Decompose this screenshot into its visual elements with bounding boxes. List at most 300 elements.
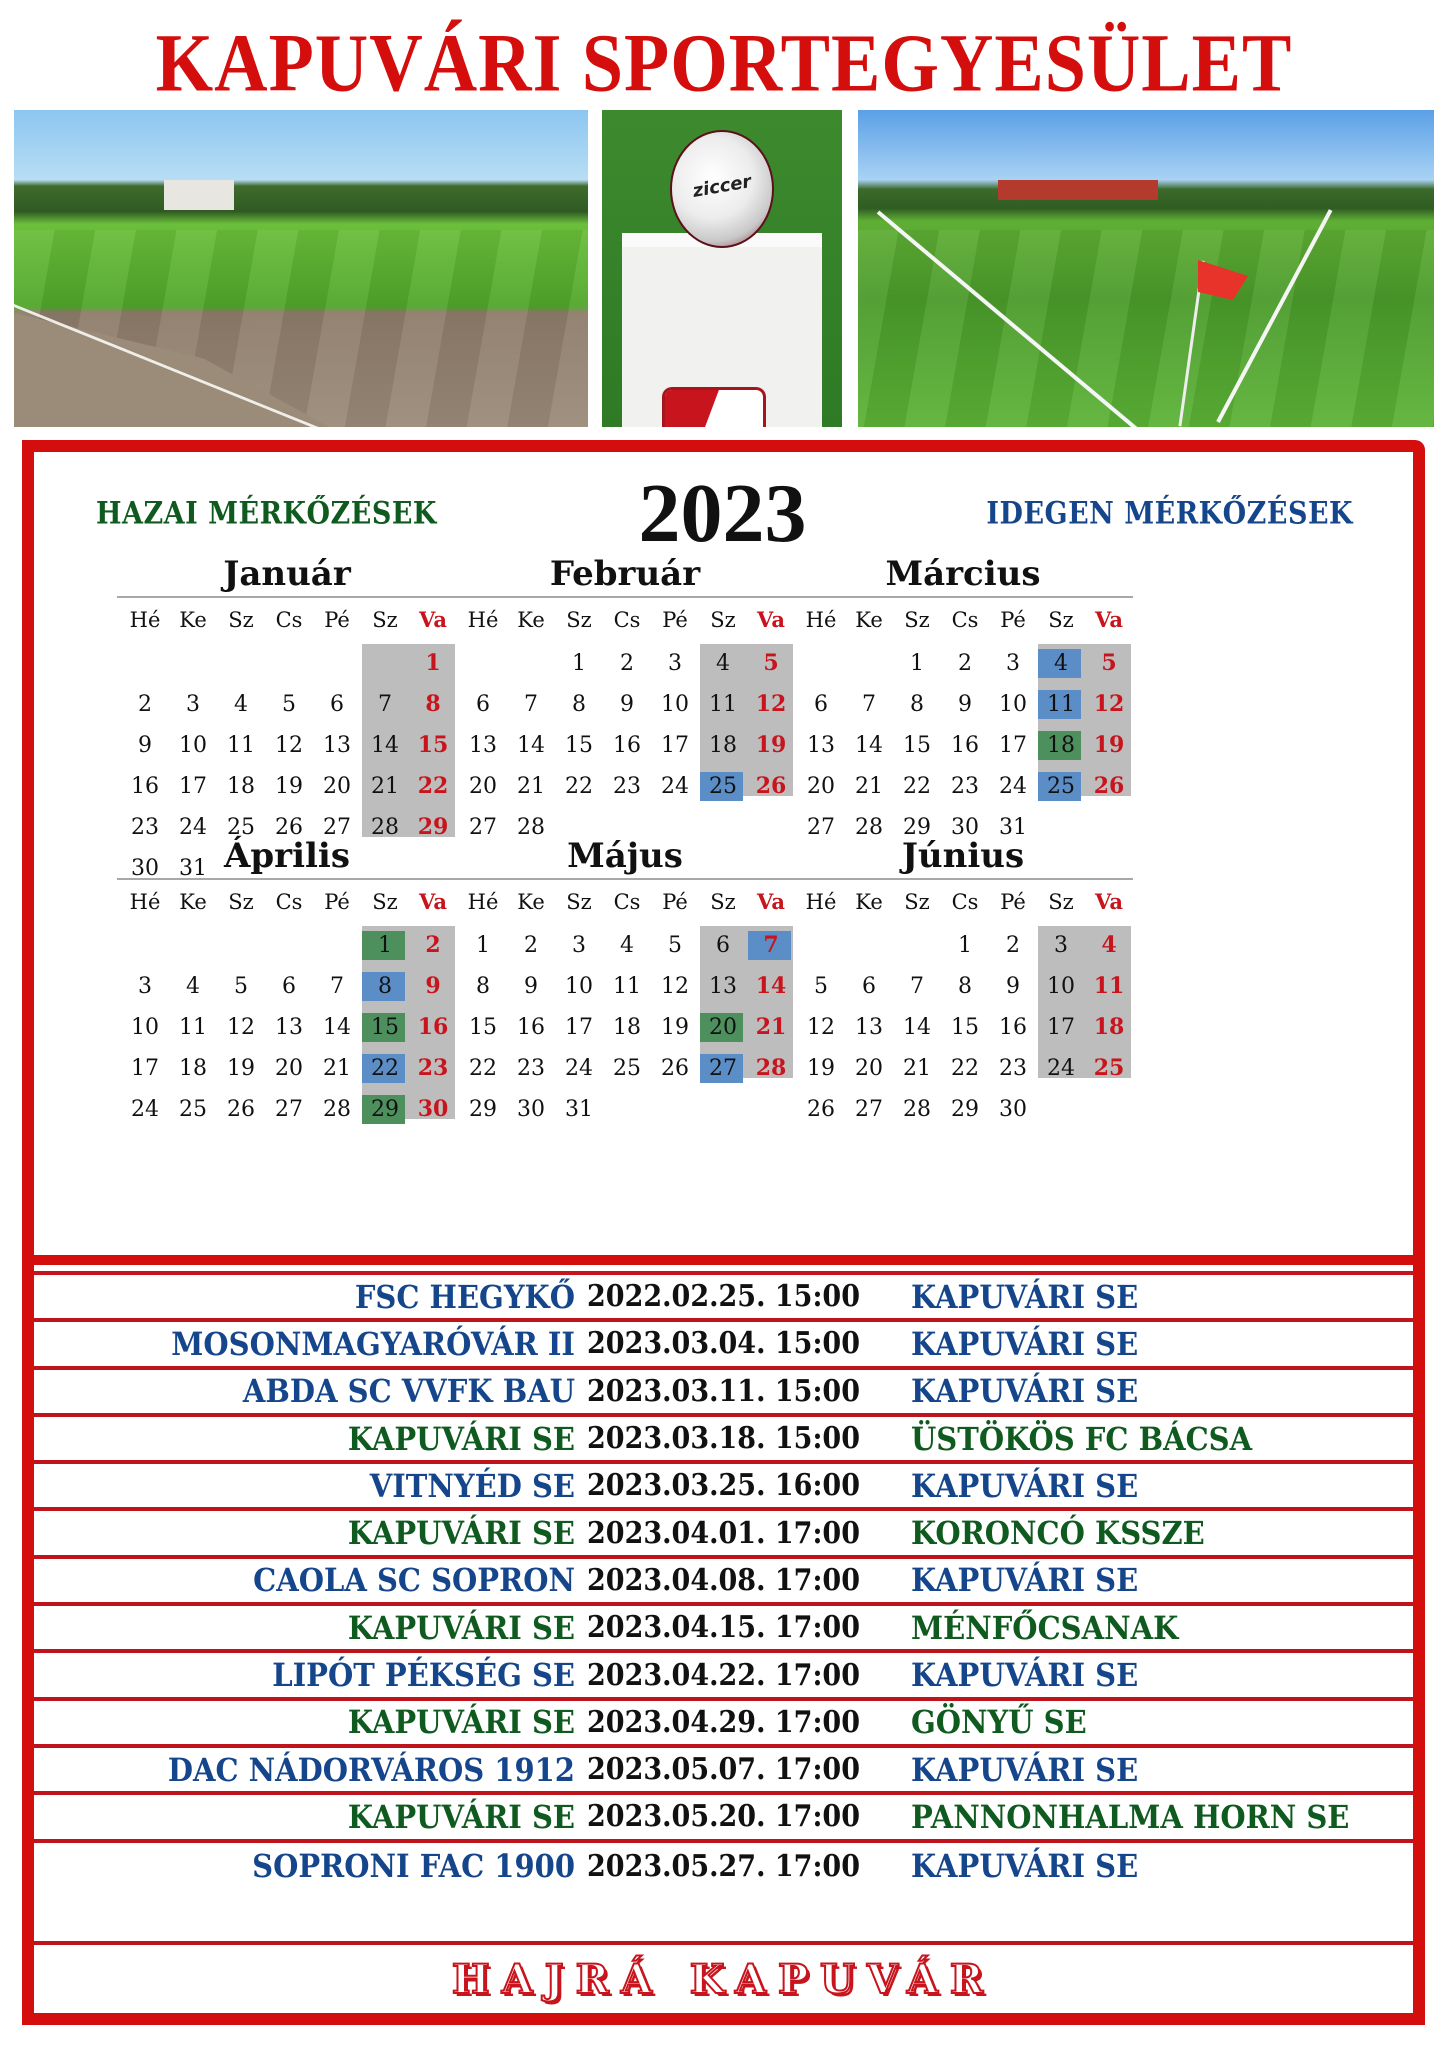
calendar-day: 12 bbox=[807, 1015, 835, 1040]
calendar-day: 8 bbox=[361, 966, 409, 1007]
fixture-row bbox=[34, 1275, 1413, 1322]
calendar-day: 21 bbox=[755, 1014, 787, 1040]
calendar-day: 30 bbox=[999, 1097, 1027, 1122]
calendar-day: 30 bbox=[517, 1097, 545, 1122]
calendar-day: 13 bbox=[855, 1015, 883, 1040]
calendar-day: 2 bbox=[138, 692, 152, 717]
calendar-day: 6 bbox=[862, 974, 876, 999]
calendar-day: 27 bbox=[699, 1048, 747, 1089]
calendar-day: 3 bbox=[1054, 933, 1068, 958]
calendar-day: 11 bbox=[613, 974, 641, 999]
calendar-day: 9 bbox=[958, 692, 972, 717]
calendar-day: 30 bbox=[951, 815, 979, 840]
match-datetime: 2023.04.01. 17:00 bbox=[587, 1516, 861, 1551]
calendar-day: 10 bbox=[1047, 974, 1075, 999]
weekday-header: Va bbox=[1095, 607, 1123, 632]
weekday-header: Sz bbox=[566, 608, 592, 632]
calendar-day: 2 bbox=[1006, 933, 1020, 958]
day-grid bbox=[459, 884, 795, 1130]
weekday-header: Cs bbox=[613, 890, 641, 914]
calendar-day: 18 bbox=[1093, 1014, 1125, 1040]
home-matches-legend: HAZAI MÉRKŐZÉSEK bbox=[96, 496, 437, 532]
fixture-row bbox=[34, 1511, 1413, 1558]
calendar-day: 21 bbox=[855, 774, 883, 799]
weekday-header: Hé bbox=[129, 890, 161, 914]
calendar-day: 10 bbox=[131, 1015, 159, 1040]
day-grid bbox=[121, 602, 457, 889]
calendar-day: 16 bbox=[131, 774, 159, 799]
calendar-day: 25 bbox=[699, 766, 747, 807]
calendar-day: 5 bbox=[282, 692, 296, 717]
calendar-day: 14 bbox=[855, 733, 883, 758]
away-team: KAPUVÁRI SE bbox=[911, 1372, 1139, 1410]
calendar-day: 9 bbox=[1006, 974, 1020, 999]
weekday-header: Hé bbox=[467, 608, 499, 632]
month-rule bbox=[793, 878, 1133, 880]
calendar-day: 3 bbox=[1006, 651, 1020, 676]
building-shape bbox=[164, 180, 234, 210]
calendar-day: 24 bbox=[1047, 1056, 1075, 1081]
month-calendar bbox=[117, 552, 457, 889]
calendar-day: 8 bbox=[910, 692, 924, 717]
calendar-day: 25 bbox=[1037, 766, 1085, 807]
calendar-day: 19 bbox=[661, 1015, 689, 1040]
calendar-day: 23 bbox=[613, 774, 641, 799]
weekday-header: Ke bbox=[855, 890, 883, 914]
weekday-header: Hé bbox=[467, 890, 499, 914]
calendar-day: 14 bbox=[755, 973, 787, 999]
calendar-day: 13 bbox=[709, 974, 737, 999]
calendar-day: 25 bbox=[1093, 1055, 1125, 1081]
away-team: KAPUVÁRI SE bbox=[911, 1467, 1139, 1505]
calendar-day: 22 bbox=[903, 774, 931, 799]
calendar-day: 18 bbox=[613, 1015, 641, 1040]
away-team: KAPUVÁRI SE bbox=[911, 1750, 1139, 1789]
weekday-header: Sz bbox=[1048, 890, 1074, 914]
calendar-day: 13 bbox=[275, 1015, 303, 1040]
calendar-day: 13 bbox=[807, 733, 835, 758]
calendar-day: 3 bbox=[668, 651, 682, 676]
calendar-day: 22 bbox=[951, 1056, 979, 1081]
month-rule bbox=[455, 596, 795, 598]
match-datetime: 2023.03.18. 15:00 bbox=[587, 1421, 861, 1456]
match-datetime: 2023.03.04. 15:00 bbox=[587, 1326, 861, 1361]
calendar-day: 17 bbox=[131, 1056, 159, 1081]
calendar-day: 13 bbox=[469, 733, 497, 758]
weekday-header: Pé bbox=[662, 608, 688, 632]
calendar-day: 14 bbox=[903, 1015, 931, 1040]
match-datetime: 2023.03.11. 15:00 bbox=[587, 1374, 861, 1409]
weekday-header: Cs bbox=[951, 608, 979, 632]
calendar-day: 20 bbox=[275, 1056, 303, 1081]
match-datetime: 2023.03.25. 16:00 bbox=[587, 1468, 861, 1503]
calendar-day: 7 bbox=[910, 974, 924, 999]
calendar-day: 1 bbox=[476, 933, 490, 958]
day-grid bbox=[797, 884, 1133, 1130]
calendar-day: 7 bbox=[524, 692, 538, 717]
calendar-day: 22 bbox=[417, 773, 449, 799]
calendar-day: 16 bbox=[417, 1014, 449, 1040]
weekday-header: Ke bbox=[517, 890, 545, 914]
calendar-day: 19 bbox=[807, 1056, 835, 1081]
home-team: CAOLA SC SOPRON bbox=[253, 1561, 575, 1600]
weekday-header: Cs bbox=[275, 890, 303, 914]
home-team: LIPÓT PÉKSÉG SE bbox=[272, 1656, 575, 1694]
calendar-day: 22 bbox=[469, 1056, 497, 1081]
fixture-list bbox=[34, 1275, 1413, 1890]
weekday-header: Va bbox=[757, 607, 785, 632]
calendar-day: 25 bbox=[613, 1056, 641, 1081]
calendar-day: 17 bbox=[179, 774, 207, 799]
calendar-day: 9 bbox=[620, 692, 634, 717]
calendar-day: 7 bbox=[862, 692, 876, 717]
month-name: Május bbox=[567, 836, 683, 876]
calendar-day: 1 bbox=[910, 651, 924, 676]
calendar-day: 31 bbox=[179, 856, 207, 881]
fixture-row bbox=[34, 1748, 1413, 1795]
match-datetime: 2023.05.27. 17:00 bbox=[587, 1849, 861, 1884]
weekday-header: Sz bbox=[710, 890, 736, 914]
calendar-day: 23 bbox=[131, 815, 159, 840]
calendar-day: 9 bbox=[425, 973, 441, 999]
slogan: HAJRÁ KAPUVÁR bbox=[451, 1955, 996, 2003]
calendar-day: 20 bbox=[323, 774, 351, 799]
weekday-header: Ke bbox=[517, 608, 545, 632]
calendar-day: 18 bbox=[1037, 725, 1085, 766]
calendar-day: 11 bbox=[179, 1015, 207, 1040]
calendar-day: 11 bbox=[227, 733, 255, 758]
calendar-day: 8 bbox=[476, 974, 490, 999]
weekday-header: Sz bbox=[904, 890, 930, 914]
match-datetime: 2023.04.22. 17:00 bbox=[587, 1657, 861, 1693]
calendar-day: 26 bbox=[227, 1097, 255, 1122]
calendar-day: 25 bbox=[179, 1097, 207, 1122]
weekday-header: Pé bbox=[324, 890, 350, 914]
weekday-header: Hé bbox=[129, 608, 161, 632]
calendar-day: 15 bbox=[903, 733, 931, 758]
weekday-header: Cs bbox=[275, 608, 303, 632]
pitch-corner-flag-photo bbox=[858, 110, 1434, 427]
calendar-day: 23 bbox=[517, 1056, 545, 1081]
calendar-day: 1 bbox=[958, 933, 972, 958]
footer bbox=[34, 1941, 1413, 2013]
calendar-day: 5 bbox=[814, 974, 828, 999]
calendar-day: 18 bbox=[227, 774, 255, 799]
calendar-day: 21 bbox=[371, 774, 399, 799]
fixture-row bbox=[34, 1322, 1413, 1369]
weekday-header: Cs bbox=[613, 608, 641, 632]
calendar-day: 23 bbox=[999, 1056, 1027, 1081]
calendar-day: 29 bbox=[469, 1097, 497, 1122]
calendar-day: 30 bbox=[131, 856, 159, 881]
calendar-day: 2 bbox=[425, 932, 441, 958]
home-team: MOSONMAGYARÓVÁR II bbox=[171, 1325, 575, 1363]
calendar-year: 2023 bbox=[638, 467, 807, 560]
home-team: DAC NÁDORVÁROS 1912 bbox=[167, 1750, 575, 1789]
calendar-day: 20 bbox=[469, 774, 497, 799]
weekday-header: Sz bbox=[372, 890, 398, 914]
calendar-day: 21 bbox=[903, 1056, 931, 1081]
away-team: ÜSTÖKÖS FC BÁCSA bbox=[911, 1419, 1253, 1458]
fixture-row bbox=[34, 1843, 1413, 1890]
match-datetime: 2022.02.25. 15:00 bbox=[587, 1279, 861, 1314]
calendar-day: 1 bbox=[572, 651, 586, 676]
calendar-day: 28 bbox=[323, 1097, 351, 1122]
weekday-header: Ke bbox=[855, 608, 883, 632]
calendar-day: 4 bbox=[716, 651, 730, 676]
calendar-day: 22 bbox=[565, 774, 593, 799]
calendar-day: 19 bbox=[227, 1056, 255, 1081]
home-team: KAPUVÁRI SE bbox=[347, 1798, 575, 1836]
calendar-day: 14 bbox=[371, 733, 399, 758]
weekday-header: Sz bbox=[566, 890, 592, 914]
calendar-day: 2 bbox=[524, 933, 538, 958]
calendar-day: 26 bbox=[275, 815, 303, 840]
match-datetime: 2023.05.07. 17:00 bbox=[587, 1752, 861, 1787]
calendar-day: 15 bbox=[361, 1007, 409, 1048]
calendar-day: 8 bbox=[958, 974, 972, 999]
weekday-header: Va bbox=[419, 607, 447, 632]
football-icon: ziccer bbox=[670, 130, 774, 248]
fixture-row bbox=[34, 1653, 1413, 1700]
section-divider bbox=[34, 1255, 1413, 1265]
away-team: KAPUVÁRI SE bbox=[911, 1325, 1139, 1363]
calendar-day: 30 bbox=[417, 1096, 449, 1122]
pedestal bbox=[622, 233, 822, 427]
calendar-day: 14 bbox=[517, 733, 545, 758]
calendar-day: 18 bbox=[179, 1056, 207, 1081]
away-matches-legend: IDEGEN MÉRKŐZÉSEK bbox=[986, 496, 1353, 532]
month-rule bbox=[455, 878, 795, 880]
calendar-day: 1 bbox=[361, 925, 409, 966]
fixture-row bbox=[34, 1701, 1413, 1748]
calendar-day: 7 bbox=[330, 974, 344, 999]
calendar-day: 4 bbox=[1037, 643, 1085, 684]
weekday-header: Sz bbox=[372, 608, 398, 632]
weekday-header: Va bbox=[1095, 889, 1123, 914]
weekday-header: Ke bbox=[179, 608, 207, 632]
calendar-day: 26 bbox=[807, 1097, 835, 1122]
weekday-header: Pé bbox=[662, 890, 688, 914]
calendar-day: 11 bbox=[1093, 973, 1125, 999]
home-team: KAPUVÁRI SE bbox=[347, 1609, 575, 1647]
fixture-row bbox=[34, 1417, 1413, 1464]
away-team: KAPUVÁRI SE bbox=[911, 1656, 1139, 1694]
away-team: GÖNYŰ SE bbox=[911, 1703, 1087, 1742]
match-datetime: 2023.04.08. 17:00 bbox=[587, 1563, 861, 1598]
month-name: Június bbox=[901, 836, 1025, 876]
calendar-day: 27 bbox=[855, 1097, 883, 1122]
calendar-day: 10 bbox=[179, 733, 207, 758]
fixture-row bbox=[34, 1464, 1413, 1511]
calendar-day: 22 bbox=[361, 1048, 409, 1089]
month-rule bbox=[117, 596, 457, 598]
calendar-day: 19 bbox=[275, 774, 303, 799]
calendar-day: 2 bbox=[958, 651, 972, 676]
fixture-row bbox=[34, 1559, 1413, 1606]
fixture-row bbox=[34, 1370, 1413, 1417]
calendar-day: 23 bbox=[951, 774, 979, 799]
calendar-day: 15 bbox=[951, 1015, 979, 1040]
calendar-day: 20 bbox=[699, 1007, 747, 1048]
weekday-header: Pé bbox=[324, 608, 350, 632]
calendar-day: 28 bbox=[903, 1097, 931, 1122]
calendar-day: 29 bbox=[417, 814, 449, 840]
weekday-header: Hé bbox=[805, 890, 837, 914]
home-team: KAPUVÁRI SE bbox=[347, 1514, 575, 1552]
day-grid bbox=[797, 602, 1133, 848]
calendar-day: 2 bbox=[620, 651, 634, 676]
calendar-day: 26 bbox=[755, 773, 787, 799]
away-team: KAPUVÁRI SE bbox=[911, 1847, 1139, 1885]
fixture-row bbox=[34, 1795, 1413, 1842]
pitch-stripes bbox=[858, 230, 1434, 427]
stadium-pitch-photo bbox=[14, 110, 588, 427]
weekday-header: Ke bbox=[179, 890, 207, 914]
weekday-header: Sz bbox=[710, 608, 736, 632]
away-team: KAPUVÁRI SE bbox=[911, 1561, 1139, 1600]
weekday-header: Sz bbox=[228, 608, 254, 632]
calendar-day: 7 bbox=[378, 692, 392, 717]
calendar-day: 28 bbox=[755, 1055, 787, 1081]
calendar-day: 12 bbox=[275, 733, 303, 758]
calendar-day: 15 bbox=[469, 1015, 497, 1040]
month-name: Április bbox=[224, 836, 350, 876]
fixture-row bbox=[34, 1606, 1413, 1653]
away-team: KORONCÓ KSSZE bbox=[911, 1514, 1205, 1552]
calendar-day: 12 bbox=[661, 974, 689, 999]
month-name: Március bbox=[885, 554, 1041, 594]
month-calendar bbox=[793, 834, 1133, 1130]
month-calendar bbox=[455, 834, 795, 1130]
calendar-day: 4 bbox=[1101, 932, 1117, 958]
month-calendar bbox=[793, 552, 1133, 848]
calendar-day: 12 bbox=[1093, 691, 1125, 717]
calendar-day: 23 bbox=[417, 1055, 449, 1081]
calendar-day: 24 bbox=[179, 815, 207, 840]
calendar-day: 16 bbox=[517, 1015, 545, 1040]
calendar-day: 8 bbox=[572, 692, 586, 717]
calendar-day: 17 bbox=[661, 733, 689, 758]
calendar-day: 6 bbox=[814, 692, 828, 717]
home-team: ABDA SC VVFK BAU bbox=[242, 1372, 575, 1410]
calendar-day: 10 bbox=[661, 692, 689, 717]
calendar-day: 9 bbox=[138, 733, 152, 758]
calendar-day: 10 bbox=[565, 974, 593, 999]
calendar-day: 24 bbox=[565, 1056, 593, 1081]
month-name: Január bbox=[223, 554, 351, 594]
calendar-day: 28 bbox=[855, 815, 883, 840]
calendar-day: 5 bbox=[668, 933, 682, 958]
calendar-day: 11 bbox=[1037, 684, 1085, 725]
match-datetime: 2023.05.20. 17:00 bbox=[587, 1799, 861, 1834]
calendar-day: 21 bbox=[323, 1056, 351, 1081]
calendar-day: 27 bbox=[807, 815, 835, 840]
calendar-day: 5 bbox=[763, 650, 779, 676]
calendar-day: 28 bbox=[371, 815, 399, 840]
calendar-day: 25 bbox=[227, 815, 255, 840]
away-team: KAPUVÁRI SE bbox=[911, 1277, 1139, 1316]
calendar-day: 16 bbox=[613, 733, 641, 758]
calendar-day: 19 bbox=[755, 732, 787, 758]
calendar-day: 5 bbox=[234, 974, 248, 999]
calendar-day: 17 bbox=[999, 733, 1027, 758]
calendar-day: 12 bbox=[227, 1015, 255, 1040]
calendar-frame bbox=[22, 440, 1425, 2025]
home-team: KAPUVÁRI SE bbox=[347, 1703, 575, 1742]
home-team: FSC HEGYKŐ bbox=[354, 1277, 575, 1316]
weekday-header: Sz bbox=[904, 608, 930, 632]
calendar-day: 20 bbox=[855, 1056, 883, 1081]
match-datetime: 2023.04.29. 17:00 bbox=[587, 1705, 861, 1740]
kse-badge-icon bbox=[662, 387, 766, 427]
calendar-day: 29 bbox=[951, 1097, 979, 1122]
calendar-day: 4 bbox=[620, 933, 634, 958]
day-grid bbox=[121, 884, 457, 1130]
grandstand-shape bbox=[998, 180, 1158, 200]
home-team: VITNYÉD SE bbox=[369, 1467, 575, 1505]
match-ball-on-pedestal-photo bbox=[602, 110, 842, 427]
calendar-day: 26 bbox=[661, 1056, 689, 1081]
calendar-day: 8 bbox=[425, 691, 441, 717]
calendar-day: 14 bbox=[323, 1015, 351, 1040]
weekday-header: Sz bbox=[1048, 608, 1074, 632]
calendar-day: 16 bbox=[951, 733, 979, 758]
calendar-day: 4 bbox=[234, 692, 248, 717]
month-rule bbox=[793, 596, 1133, 598]
calendar-day: 24 bbox=[999, 774, 1027, 799]
calendar-day: 31 bbox=[999, 815, 1027, 840]
day-grid bbox=[459, 602, 795, 848]
calendar-day: 3 bbox=[138, 974, 152, 999]
weekday-header: Pé bbox=[1000, 608, 1026, 632]
calendar-day: 18 bbox=[709, 733, 737, 758]
calendar-day: 10 bbox=[999, 692, 1027, 717]
calendar-day: 6 bbox=[476, 692, 490, 717]
calendar-day: 27 bbox=[469, 815, 497, 840]
calendar-section bbox=[34, 452, 1413, 1255]
match-datetime: 2023.04.15. 17:00 bbox=[587, 1610, 861, 1645]
calendar-day: 3 bbox=[186, 692, 200, 717]
away-team: PANNONHALMA HORN SE bbox=[911, 1798, 1350, 1836]
calendar-day: 11 bbox=[709, 692, 737, 717]
weekday-header: Hé bbox=[805, 608, 837, 632]
calendar-day: 21 bbox=[517, 774, 545, 799]
away-team: MÉNFŐCSANAK bbox=[911, 1609, 1179, 1647]
calendar-day: 29 bbox=[361, 1089, 409, 1130]
calendar-day: 26 bbox=[1093, 773, 1125, 799]
calendar-day: 19 bbox=[1093, 732, 1125, 758]
calendar-day: 29 bbox=[903, 815, 931, 840]
weekday-header: Cs bbox=[951, 890, 979, 914]
calendar-day: 7 bbox=[747, 925, 795, 966]
calendar-day: 5 bbox=[1101, 650, 1117, 676]
weekday-header: Va bbox=[757, 889, 785, 914]
month-name: Február bbox=[549, 554, 701, 594]
month-calendar bbox=[455, 552, 795, 848]
weekday-header: Pé bbox=[1000, 890, 1026, 914]
calendar-day: 27 bbox=[323, 815, 351, 840]
calendar-day: 27 bbox=[275, 1097, 303, 1122]
calendar-day: 6 bbox=[330, 692, 344, 717]
calendar-day: 17 bbox=[565, 1015, 593, 1040]
calendar-day: 16 bbox=[999, 1015, 1027, 1040]
page-title: KAPUVÁRI SPORTEGYESÜLET bbox=[155, 17, 1293, 110]
weekday-header: Sz bbox=[228, 890, 254, 914]
calendar-day: 13 bbox=[323, 733, 351, 758]
calendar-day: 20 bbox=[807, 774, 835, 799]
calendar-day: 1 bbox=[425, 650, 441, 676]
